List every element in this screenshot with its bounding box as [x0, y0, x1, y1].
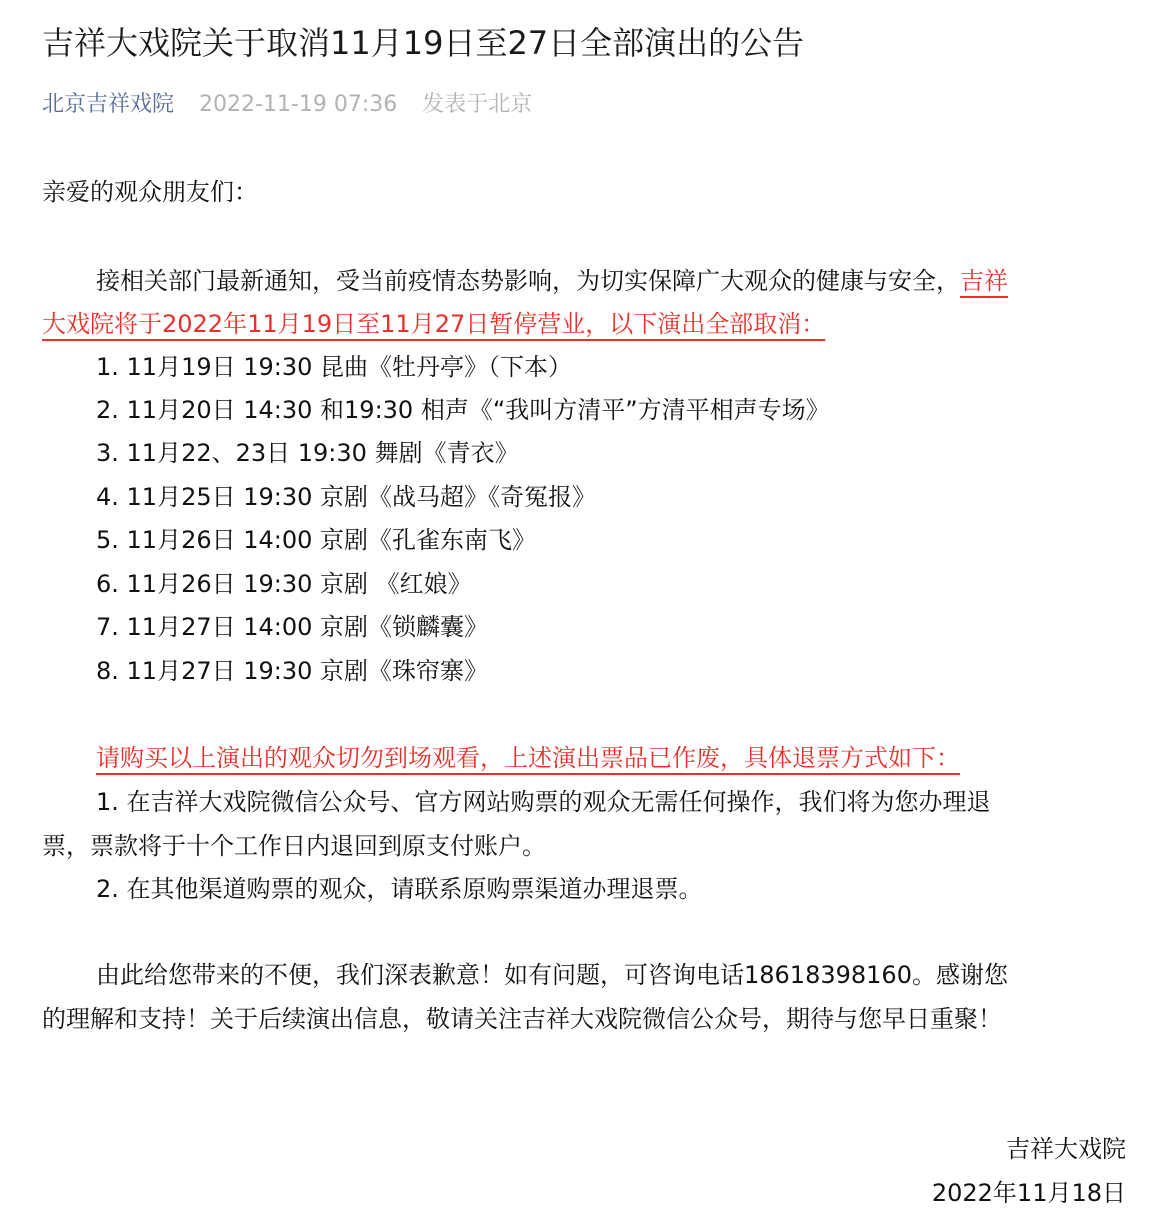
show-item: 7. 11月27日 14:00 京剧《锁麟囊》 [96, 613, 489, 641]
show-item: 5. 11月26日 14:00 京剧《孔雀东南飞》 [96, 526, 537, 554]
account-name-link[interactable]: 北京吉祥戏院 [42, 92, 175, 117]
show-item: 2. 11月20日 14:30 和19:30 相声《“我叫方清平”方清平相声专场》 [96, 396, 830, 424]
article-title: 吉祥大戏院关于取消11月19日至27日全部演出的公告 [42, 24, 805, 62]
closing-line-2: 的理解和支持！关于后续演出信息，敬请关注吉祥大戏院微信公众号，期待与您早日重聚！ [42, 1005, 1002, 1033]
intro-line-2 [42, 303, 1126, 346]
publish-location: 发表于北京 [422, 92, 533, 117]
intro-line-1 [42, 260, 1156, 303]
publish-time: 2022-11-19 07:36 [199, 92, 398, 117]
refund-item-2: 2. 在其他渠道购票的观众，请联系原购票渠道办理退票。 [96, 875, 703, 903]
show-item: 1. 11月19日 19:30 昆曲《牡丹亭》（下本） [96, 353, 573, 381]
signature-date: 2022年11月18日 [931, 1179, 1126, 1207]
show-item: 4. 11月25日 19:30 京剧《战马超》《奇冤报》 [96, 483, 597, 511]
show-item: 6. 11月26日 19:30 京剧 《红娘》 [96, 570, 472, 598]
refund-notice-text: 请购买以上演出的观众切勿到场观看，上述演出票品已作废，具体退票方式如下： [96, 744, 960, 772]
article-meta [42, 88, 532, 122]
refund-item-1-line-1: 1. 在吉祥大戏院微信公众号、官方网站购票的观众无需任何操作，我们将为您办理退 [96, 788, 991, 816]
show-item: 3. 11月22、23日 19:30 舞剧《青衣》 [96, 439, 519, 467]
refund-item-1-line-2: 票，票款将于十个工作日内退回到原支付账户。 [42, 832, 546, 860]
closing-line-1: 由此给您带来的不便，我们深表歉意！如有问题，可咨询电话18618398160。感谢您 [96, 961, 1008, 989]
refund-notice [42, 737, 1156, 780]
signature-org: 吉祥大戏院 [1006, 1135, 1126, 1163]
intro-text: 接相关部门最新通知，受当前疫情态势影响，为切实保障广大观众的健康与安全， [96, 267, 960, 295]
intro-highlight: 吉祥 [960, 267, 1008, 295]
greeting: 亲爱的观众朋友们： [42, 178, 258, 206]
closure-highlight: 大戏院将于2022年11月19日至11月27日暂停营业，以下演出全部取消： [42, 310, 826, 338]
show-item: 8. 11月27日 19:30 京剧《珠帘寨》 [96, 657, 489, 685]
